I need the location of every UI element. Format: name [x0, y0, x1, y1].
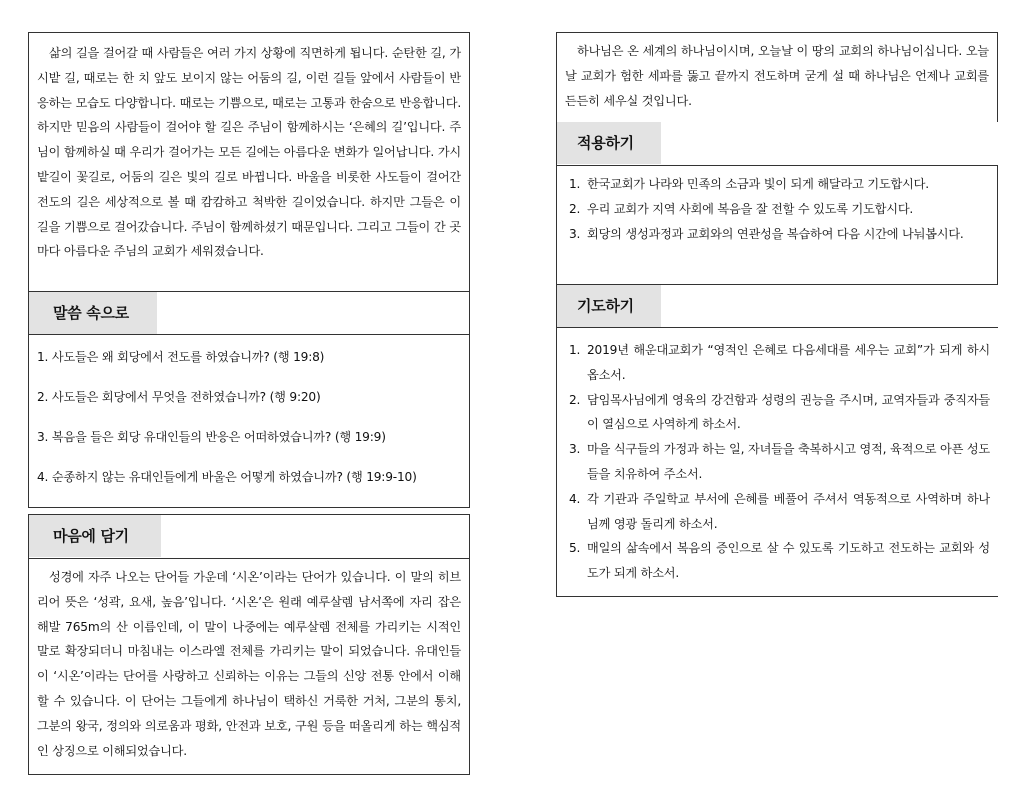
right-top-paragraph: 하나님은 온 세계의 하나님이시며, 오늘날 이 땅의 교회의 하나님이십니다. 오늘날 교회가 험한 세파를 뚫고 끝까지 전도하며 굳게 설 때 하나님은 언제나 교회를 든든히 세우실 것입니다. [565, 44, 989, 108]
prayer-item: 3. 마을 식구들의 가정과 하는 일, 자녀들을 축복하시고 영적, 육적으로 아픈 성도들을 치유하여 주소서. [569, 442, 990, 481]
apply-list [557, 172, 997, 246]
question-item: 3. 복음을 들은 회당 유대인들의 반응은 어떠하였습니까? (행 19:9) [37, 430, 386, 444]
question-list [29, 335, 469, 485]
apply-item: 2. 우리 교회가 지역 사회에 복음을 잘 전할 수 있도록 기도합시다. [569, 201, 914, 216]
apply-section-title: 적용하기 [557, 122, 661, 164]
question-item: 4. 순종하지 않는 유대인들에게 바울은 어떻게 하였습니까? (행 19:9-10) [37, 470, 417, 484]
question-item: 1. 사도들은 왜 회당에서 전도를 하였습니까? (행 19:8) [37, 350, 325, 364]
left-lower-box [28, 514, 470, 775]
prayer-box [557, 328, 998, 586]
prayer-item: 4. 각 기관과 주일학교 부서에 은혜를 베풀어 주셔서 역동적으로 사역하며 하나님께 영광 돌리게 하소서. [569, 491, 990, 531]
apply-item: 1. 한국교회가 나라와 민족의 소금과 빛이 되게 해달라고 기도합시다. [569, 177, 929, 191]
right-top-box [557, 32, 998, 122]
left-upper-box [28, 32, 470, 508]
intro-paragraph: 삶의 길을 걸어갈 때 사람들은 여러 가지 상황에 직면하게 됩니다. 순탄한 길, 가시밭 길, 때로는 한 치 앞도 보이지 않는 어둠의 길, 이런 길들 앞에서 사람들이 반응하는 모습도 다양합니다. 때로는 기쁨으로, 때로는 고통과 한숨으로 반응합니다. 하지만 믿음의 사람들이 걸어야 할 길은 주님이 함께하시는 ‘은혜의 길’입니다. 주님이 함께하실 때 우리가 걸어가는 모든 길에는 아름다운 변화가 일어납니다. 가시밭길이 꽃길로, 어둠의 길은 빛의 길로 바뀝니다. 바울을 비롯한 사도들이 걸어간 전도의 길은 세상적으로 볼 때 캄캄하고 척박한 길이었습니다. 하지만 그들은 이 길을 기쁨으로 걸어갔습니다. 주님이 함께하셨기 때문입니다. 그리고 그들이 간 곳마다 아름다운 주님의 교회가 세워졌습니다. [37, 46, 461, 259]
heart-section-title: 마음에 담기 [29, 515, 161, 557]
prayer-list [557, 338, 998, 586]
apply-box [557, 166, 998, 284]
word-section-title: 말씀 속으로 [29, 292, 157, 334]
prayer-section-header [557, 284, 998, 328]
prayer-section-title: 기도하기 [557, 285, 661, 327]
heart-section-header [29, 515, 469, 559]
prayer-item: 2. 담임목사님에게 영육의 강건함과 성령의 권능을 주시며, 교역자들과 중직자들이 열심으로 사역하게 하소서. [569, 392, 990, 432]
right-column [556, 32, 998, 597]
prayer-item: 1. 2019년 해운대교회가 “영적인 은혜로 다음세대를 세우는 교회”가 되게 하시옵소서. [569, 343, 990, 382]
word-section-header [29, 291, 469, 335]
prayer-item: 5. 매일의 삶속에서 복음의 증인으로 살 수 있도록 기도하고 전도하는 교회와 성도가 되게 하소서. [569, 541, 990, 581]
heart-paragraph: 성경에 자주 나오는 단어들 가운데 ‘시온’이라는 단어가 있습니다. 이 말의 히브리어 뜻은 ‘성곽, 요새, 높음’입니다. ‘시온’은 원래 예루살렘 남서쪽에 자리 잡은 해발 765m의 산 이름인데, 이 말이 나중에는 예루살렘 전체를 가리키는 시적인 말로 확장되더니 마침내는 이스라엘 전체를 가리키는 말이 되었습니다. 유대인들이 ‘시온’이라는 단어를 사랑하고 신뢰하는 이유는 그들의 신앙 전통 안에서 이해할 수 있습니다. 이 단어는 그들에게 하나님이 택하신 거룩한 거처, 그분의 통치, 그분의 왕국, 정의와 의로움과 평화, 안전과 보호, 구원 등을 떠올리게 하는 핵심적인 상징으로 이해되었습니다. [37, 570, 461, 758]
question-item: 2. 사도들은 회당에서 무엇을 전하였습니까? (행 9:20) [37, 390, 321, 404]
apply-item: 3. 회당의 생성과정과 교회와의 연관성을 복습하여 다음 시간에 나눠봅시다. [569, 226, 964, 241]
apply-section-header [557, 122, 998, 166]
